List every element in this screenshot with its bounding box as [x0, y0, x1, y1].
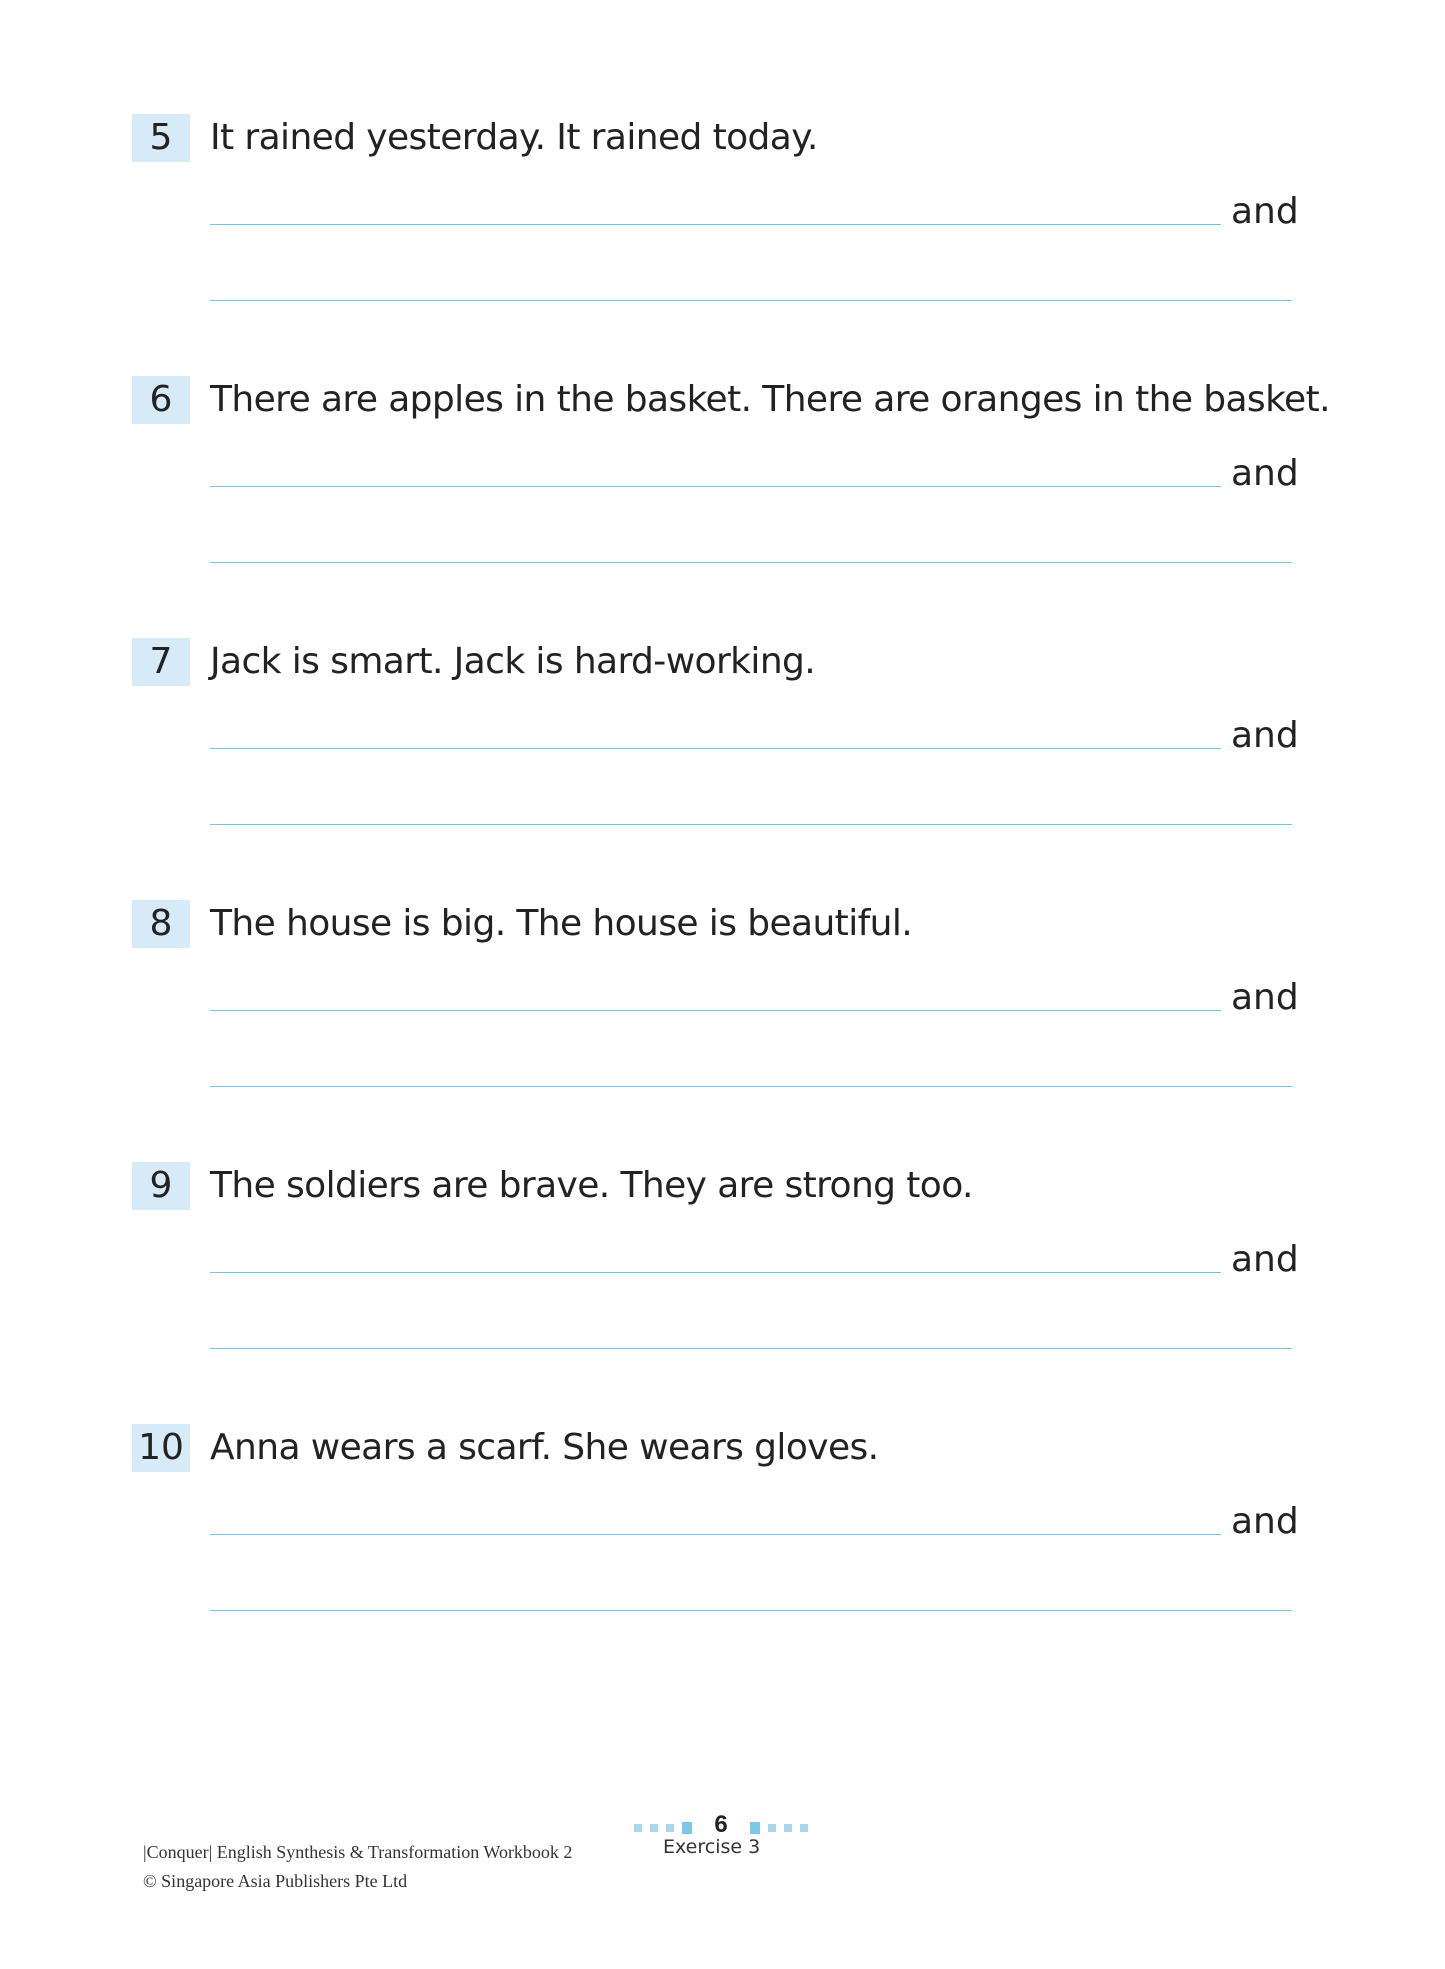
decorative-square-icon: [666, 1824, 674, 1832]
question-7: [132, 638, 1299, 900]
answer-line[interactable]: [210, 562, 1292, 563]
answer-line[interactable]: [210, 224, 1221, 225]
question-8: [132, 900, 1299, 1162]
question-sentence: Anna wears a scarf. She wears gloves.: [210, 1427, 879, 1468]
connector-word: and: [1231, 715, 1299, 756]
question-number: 7: [132, 638, 190, 686]
question-sentence: The house is big. The house is beautiful.: [210, 903, 913, 944]
answer-line[interactable]: [210, 1086, 1292, 1087]
decorative-square-icon: [634, 1824, 642, 1832]
question-number: 8: [132, 900, 190, 948]
answer-line[interactable]: [210, 1348, 1292, 1349]
answer-line[interactable]: [210, 824, 1292, 825]
connector-word: and: [1231, 1239, 1299, 1280]
page-number: 6: [714, 1811, 728, 1838]
exercise-label: Exercise 3: [663, 1836, 761, 1858]
answer-line[interactable]: [210, 1272, 1221, 1273]
answer-line[interactable]: [210, 1610, 1292, 1611]
question-number: 10: [132, 1424, 190, 1472]
decorative-square-icon: [650, 1824, 658, 1832]
question-6: [132, 376, 1330, 638]
answer-line[interactable]: [210, 300, 1292, 301]
answer-line[interactable]: [210, 1010, 1221, 1011]
question-sentence: There are apples in the basket. There are oranges in the basket.: [210, 379, 1330, 420]
answer-line[interactable]: [210, 748, 1221, 749]
decorative-square-icon: [682, 1822, 692, 1834]
connector-word: and: [1231, 453, 1299, 494]
decorative-square-icon: [784, 1824, 792, 1832]
question-9: [132, 1162, 1299, 1424]
question-10: [132, 1424, 1299, 1686]
question-sentence: The soldiers are brave. They are strong too.: [210, 1165, 973, 1206]
copyright: © Singapore Asia Publishers Pte Ltd: [143, 1871, 408, 1891]
question-number: 9: [132, 1162, 190, 1210]
answer-line[interactable]: [210, 1534, 1221, 1535]
answer-line[interactable]: [210, 486, 1221, 487]
connector-word: and: [1231, 191, 1299, 232]
book-title: |Conquer| English Synthesis & Transformation Workbook 2: [143, 1842, 573, 1862]
question-sentence: It rained yesterday. It rained today.: [210, 117, 818, 158]
connector-word: and: [1231, 977, 1299, 1018]
decorative-square-icon: [768, 1824, 776, 1832]
decorative-square-icon: [800, 1824, 808, 1832]
question-5: [132, 114, 1299, 376]
question-number: 5: [132, 114, 190, 162]
decorative-square-icon: [750, 1822, 760, 1834]
connector-word: and: [1231, 1501, 1299, 1542]
question-number: 6: [132, 376, 190, 424]
question-sentence: Jack is smart. Jack is hard-working.: [210, 641, 816, 682]
